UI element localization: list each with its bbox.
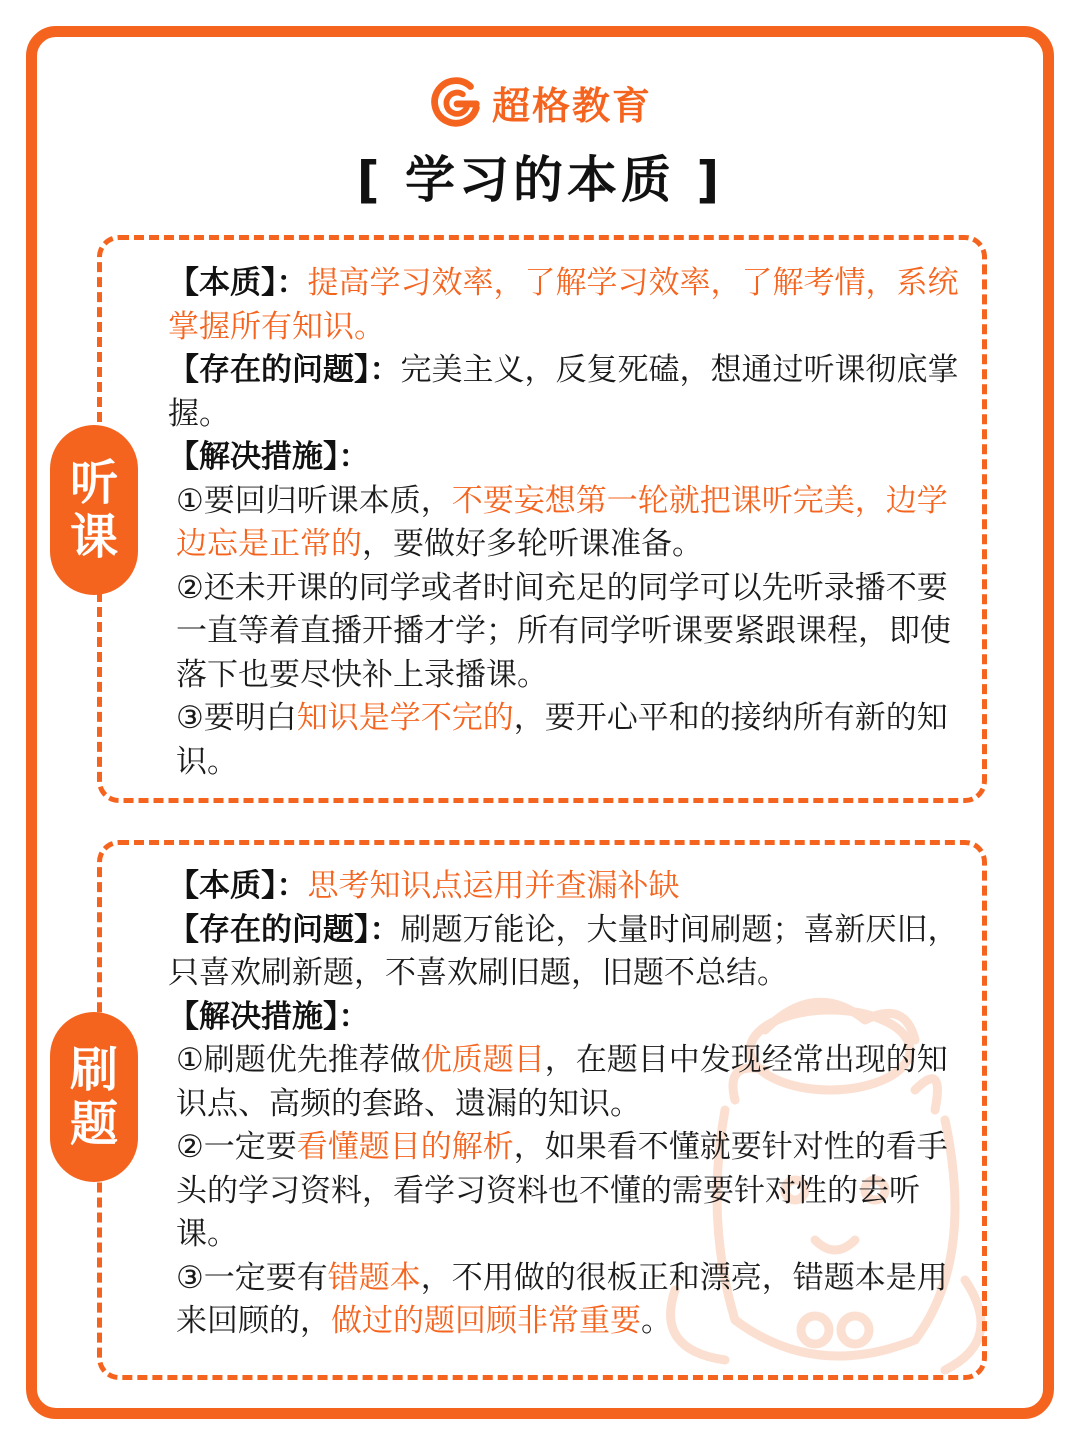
- solution-item: [168, 1126, 968, 1257]
- item-text: 。: [641, 1303, 672, 1339]
- badge-char: 听: [69, 455, 118, 511]
- item-text: ②一定要: [176, 1129, 297, 1165]
- badge-listening: [50, 425, 138, 595]
- essence-line: [168, 865, 968, 909]
- essence-line: [168, 262, 968, 349]
- item-highlight: 不要妄想第一轮就把课听完美，边学边忘是正常的: [176, 482, 948, 562]
- g-logo-icon: [428, 73, 486, 131]
- solution-item: [168, 1257, 968, 1344]
- item-text: ，在题目中发现经常出现的知识点、高频的套路、遗漏的知识。: [176, 1042, 948, 1122]
- badge-char: 课: [69, 509, 118, 565]
- section-content-listening: [168, 262, 968, 784]
- item-text: ，如果看不懂就要针对性的看手头的学习资料，看学习资料也不懂的需要针对性的去听课。: [176, 1129, 948, 1252]
- item-highlight: 看懂题目的解析: [296, 1129, 514, 1165]
- problem-label: 【存在的问题】：: [168, 352, 401, 388]
- essence-label: 【本质】：: [168, 868, 308, 904]
- solution-label: 【解决措施】：: [168, 439, 370, 475]
- essence-label: 【本质】：: [168, 265, 308, 301]
- item-text: ，不用做的很板正和漂亮，错题本是用来回顾的，: [176, 1259, 948, 1339]
- essence-text: 提高学习效率，了解学习效率，了解考情，系统掌握所有知识。: [168, 265, 959, 345]
- page-title: [ 学习的本质 ]: [356, 151, 724, 209]
- item-highlight: 知识是学不完的: [296, 700, 514, 736]
- problem-text: 完美主义，反复死磕，想通过听课彻底掌握。: [168, 352, 959, 432]
- problem-line: [168, 909, 968, 996]
- problem-text: 刷题万能论，大量时间刷题；喜新厌旧，只喜欢刷新题，不喜欢刷旧题，旧题不总结。: [168, 911, 959, 991]
- solution-label: 【解决措施】：: [168, 998, 370, 1035]
- badge-char: 题: [69, 1096, 118, 1152]
- solution-item: [168, 567, 968, 698]
- item-text: ，要做好多轮听课准备。: [362, 526, 703, 562]
- item-highlight: 做过的题回顾非常重要: [331, 1303, 641, 1339]
- brand-name: 超格教育: [491, 83, 652, 128]
- problem-line: [168, 349, 968, 436]
- solution-item: [168, 697, 968, 784]
- item-highlight: 错题本: [327, 1259, 421, 1296]
- badge-practice: [50, 1012, 138, 1182]
- badge-char: 刷: [69, 1042, 118, 1098]
- essence-text: 思考知识点运用并查漏补缺: [307, 868, 680, 904]
- item-text: ①刷题优先推荐做: [176, 1042, 421, 1078]
- item-text: ②还未开课的同学或者时间充足的同学可以先听录播不要一直等着直播开播才学；所有同学听课要紧跟课程，即使落下也要尽快补上录播课。: [176, 569, 951, 693]
- problem-label: 【存在的问题】：: [168, 911, 401, 948]
- item-text: ③一定要有: [176, 1259, 328, 1296]
- brand-header: [0, 72, 1080, 132]
- item-highlight: 优质题目: [420, 1042, 545, 1078]
- item-text: ，要开心平和的接纳所有新的知识。: [176, 700, 948, 780]
- solution-item: [168, 1039, 968, 1126]
- item-text: ③要明白: [176, 700, 297, 736]
- solution-item: [168, 480, 968, 567]
- item-text: ①要回归听课本质，: [176, 482, 452, 519]
- section-content-practice: [168, 865, 968, 1344]
